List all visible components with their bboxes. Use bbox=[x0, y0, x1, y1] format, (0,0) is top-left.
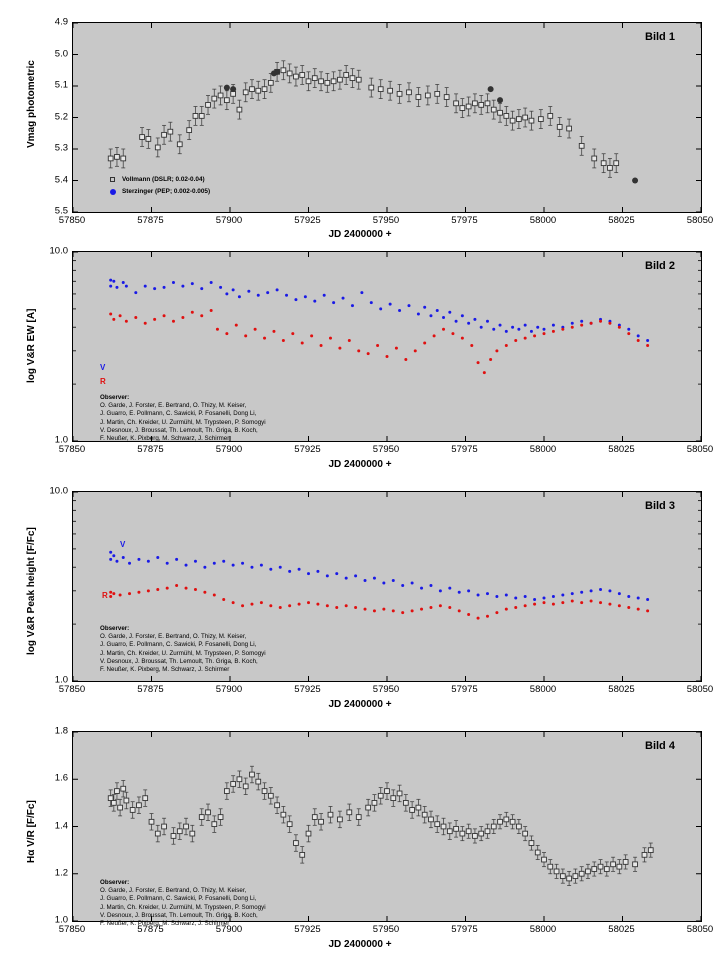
panel-bild-4 bbox=[0, 723, 720, 960]
plot4-xtick: 57875 bbox=[137, 924, 164, 935]
plot2-xtick: 57925 bbox=[294, 444, 321, 455]
plot2-xtick: 58050 bbox=[686, 444, 714, 455]
plot1-xtick: 58050 bbox=[686, 215, 714, 226]
plot3-xtick: 58050 bbox=[686, 684, 714, 695]
plot1-xtick: 57875 bbox=[137, 215, 164, 226]
observer-line: J. Martin, Ch. Kreider, U. Zurmühl, M. Trypsteen, P. Somogyi bbox=[100, 418, 266, 426]
panel3-ylabel: log V&R Peak height [F/Fc] bbox=[26, 527, 37, 655]
plot1-canvas bbox=[73, 23, 701, 212]
plot3-xtick: 57850 bbox=[58, 684, 86, 695]
plot1-ytick: 5.3 bbox=[54, 142, 68, 154]
plot4-ytick: 1.6 bbox=[54, 772, 68, 784]
plot1-ytick: 5.4 bbox=[54, 174, 68, 185]
legend-marker-vollmann bbox=[110, 177, 115, 182]
plot3-xtick: 57875 bbox=[137, 684, 164, 695]
panel2-xlabel: JD 2400000 + bbox=[328, 459, 392, 470]
plot4-xtick: 58000 bbox=[529, 924, 557, 935]
plot3-xtick: 58000 bbox=[529, 684, 557, 695]
observer-line: F. Neußer, K. Pixberg, M. Schwarz, J. Schirmer bbox=[100, 434, 230, 442]
observer-line: F. Neußer, K. Pixberg, M. Schwarz, J. Schirmer bbox=[100, 919, 230, 927]
plot1-ytick: 5.1 bbox=[54, 79, 68, 91]
panel3-tag: Bild 3 bbox=[645, 500, 675, 512]
plot1-xtick: 57975 bbox=[451, 215, 478, 226]
plot4-xtick: 57925 bbox=[294, 924, 321, 935]
series-label-r: R bbox=[102, 591, 108, 600]
plot4-xtick: 57900 bbox=[215, 924, 243, 935]
observer-line: O. Garde, J. Forster, E. Bertrand, O. Thizy, M. Keiser, bbox=[100, 887, 247, 895]
plot2-xtick: 57900 bbox=[215, 444, 243, 455]
observer-line: J. Martin, Ch. Kreider, U. Zurmühl, M. Trypsteen, P. Somogyi bbox=[100, 649, 266, 657]
plot2-xtick: 57850 bbox=[58, 444, 86, 455]
panel-bild-3 bbox=[0, 483, 720, 723]
panel4-tag: Bild 4 bbox=[645, 740, 675, 752]
plot1-xtick: 57950 bbox=[372, 215, 400, 226]
panel-bild-1 bbox=[0, 0, 720, 240]
observer-line: J. Guarro, E. Pollmann, C. Sawicki, P. Fosanelli, Dong Li, bbox=[100, 641, 257, 649]
panel4-xlabel: JD 2400000 + bbox=[328, 939, 392, 950]
observer-line: V. Desnoux, J. Broussat, Th. Lemoult, Th. Griga, B. Koch, bbox=[100, 426, 258, 434]
observer-line: J. Martin, Ch. Kreider, U. Zurmühl, M. Trypsteen, P. Somogyi bbox=[100, 903, 266, 911]
series-label-v: V bbox=[100, 363, 106, 372]
plot3-ytick: 1.0 bbox=[54, 674, 68, 686]
plot2-ytick: 1.0 bbox=[54, 434, 68, 446]
plot3-xtick: 57900 bbox=[215, 684, 243, 695]
plot1-ytick: 5.0 bbox=[54, 48, 68, 59]
observer-line: V. Desnoux, J. Broussat, Th. Lemoult, Th. Griga, B. Koch, bbox=[100, 657, 258, 665]
legend-marker-sterzinger bbox=[110, 189, 116, 195]
plot4-xtick: 58025 bbox=[608, 924, 635, 935]
plot2-ytick: 10.0 bbox=[49, 245, 68, 257]
plot4-ytick: 1.4 bbox=[54, 820, 68, 831]
observer-list-title: Observer: bbox=[100, 394, 130, 401]
plot3-xtick: 57925 bbox=[294, 684, 321, 695]
plot2-xtick: 57975 bbox=[451, 444, 478, 455]
plot4-ytick: 1.2 bbox=[54, 867, 68, 879]
observer-line: V. Desnoux, J. Broussat, Th. Lemoult, Th. Griga, B. Koch, bbox=[100, 911, 258, 919]
plot4-xtick: 57950 bbox=[372, 924, 400, 935]
observer-list bbox=[100, 879, 266, 928]
observer-list-title: Observer: bbox=[100, 879, 130, 886]
panel2-tag: Bild 2 bbox=[645, 260, 675, 272]
panel1-tag: Bild 1 bbox=[645, 31, 675, 43]
legend-label-sterzinger: Sterzinger (PEP; 0.002-0.005) bbox=[122, 188, 211, 195]
observer-line: O. Garde, J. Forster, E. Bertrand, O. Thizy, M. Keiser, bbox=[100, 402, 247, 410]
plot2-xtick: 58025 bbox=[608, 444, 635, 455]
observer-list-title: Observer: bbox=[100, 625, 130, 632]
series-label-r: R bbox=[100, 377, 106, 386]
observer-line: O. Garde, J. Forster, E. Bertrand, O. Thizy, M. Keiser, bbox=[100, 633, 247, 641]
plot4-ytick: 1.8 bbox=[54, 725, 68, 737]
panel2-ylabel: log V&R EW [A] bbox=[26, 308, 37, 383]
plot3-xtick: 58025 bbox=[608, 684, 635, 695]
series-label-v: V bbox=[120, 540, 126, 549]
panel3-xlabel: JD 2400000 + bbox=[328, 699, 392, 710]
panel1-plot-area bbox=[72, 22, 702, 213]
observer-line: J. Guarro, E. Pollmann, C. Sawicki, P. Fosanelli, Dong Li, bbox=[100, 895, 257, 903]
plot1-xtick: 57850 bbox=[58, 215, 86, 226]
plot1-ytick: 5.2 bbox=[54, 111, 68, 122]
plot1-xtick: 58000 bbox=[529, 215, 557, 226]
plot4-ytick: 1.0 bbox=[54, 914, 68, 926]
plot4-xtick: 57975 bbox=[451, 924, 478, 935]
observer-list bbox=[100, 394, 266, 443]
plot3-xtick: 57975 bbox=[451, 684, 478, 695]
plot3-ytick: 10.0 bbox=[49, 485, 68, 497]
plot3-xtick: 57950 bbox=[372, 684, 400, 695]
plot4-xtick: 58050 bbox=[686, 924, 714, 935]
observer-line: F. Neußer, K. Pixberg, M. Schwarz, J. Schirmer bbox=[100, 665, 230, 673]
observer-line: J. Guarro, E. Pollmann, C. Sawicki, P. Fosanelli, Dong Li, bbox=[100, 410, 257, 418]
plot2-xtick: 58000 bbox=[529, 444, 557, 455]
plot1-xtick: 57925 bbox=[294, 215, 321, 226]
observer-list bbox=[100, 625, 266, 674]
legend-label-vollmann: Vollmann (DSLR; 0.02-0.04) bbox=[122, 176, 205, 183]
plot2-xtick: 57875 bbox=[137, 444, 164, 455]
panel1-xlabel: JD 2400000 + bbox=[328, 229, 392, 240]
panel-bild-2 bbox=[0, 243, 720, 483]
panel1-ylabel: Vmag photometric bbox=[26, 60, 37, 148]
plot1-ytick: 4.9 bbox=[54, 16, 68, 28]
panel4-ylabel: Hα V/R [F/Fc] bbox=[26, 800, 37, 863]
plot1-xtick: 57900 bbox=[215, 215, 243, 226]
plot1-ytick: 5.5 bbox=[54, 205, 68, 217]
plot2-xtick: 57950 bbox=[372, 444, 400, 455]
plot4-xtick: 57850 bbox=[58, 924, 86, 935]
plot1-xtick: 58025 bbox=[608, 215, 635, 226]
